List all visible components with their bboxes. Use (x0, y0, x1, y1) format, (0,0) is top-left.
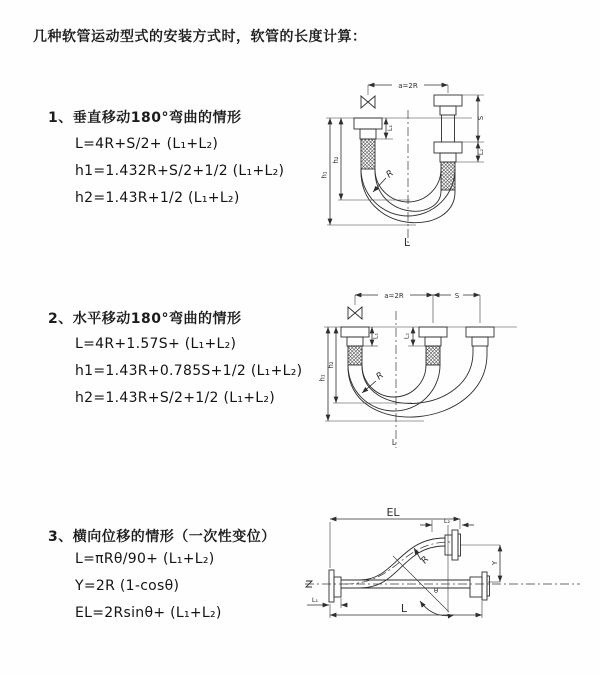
section-3-heading: 3、横向位移的情形（一次性变位） (48, 529, 276, 545)
dim-label-y: Y (491, 560, 499, 566)
dim-label-theta: θ (433, 587, 439, 595)
dim-label-h1: h₁ (318, 374, 327, 382)
dim-label-l2: L₂ (402, 332, 411, 340)
dim-label-l2: L₂ (443, 517, 451, 525)
dim-label-l1: L₁ (386, 124, 394, 132)
formula-line: EL=2Rsinθ+ (L₁+L₂) (75, 605, 222, 621)
section-1-heading: 1、垂直移动180°弯曲的情形 (48, 110, 242, 126)
section-2-heading: 2、水平移动180°弯曲的情形 (48, 311, 242, 327)
dim-label-a2r: a=2R (398, 82, 418, 90)
dim-label-el: EL (386, 506, 400, 519)
dim-label-r: R (384, 168, 396, 181)
hose-assembly (341, 327, 494, 417)
dim-label-l1: L₁ (311, 596, 319, 604)
formula-line: h1=1.432R+S/2+1/2 (L₁+L₂) (75, 163, 285, 179)
diagram-horizontal-180-bend (312, 283, 592, 475)
dim-label-l: L (400, 602, 408, 615)
dimension-annotations (307, 506, 500, 618)
formula-line: L=πRθ/90+ (L₁+L₂) (75, 551, 215, 567)
dim-label-h2: h₂ (332, 156, 340, 164)
valve-symbol (348, 307, 362, 319)
dim-label-r: R (374, 370, 386, 383)
diagram-lateral-displacement (300, 498, 600, 643)
dim-label-r: R (419, 554, 432, 566)
formula-line: h2=1.43R+S/2+1/2 (L₁+L₂) (75, 390, 276, 406)
dim-label-l: L (403, 236, 411, 249)
formula-line: h1=1.43R+0.785S+1/2 (L₁+L₂) (75, 363, 303, 379)
formula-line: Y=2R (1-cosθ) (75, 578, 180, 594)
dim-label-h2: h₂ (327, 361, 335, 369)
dimension-annotations (319, 291, 481, 447)
hose-assembly (329, 530, 490, 602)
dim-label-h1: h₁ (320, 171, 329, 179)
page-title: 几种软管运动型式的安装方式时，软管的长度计算： (33, 29, 367, 45)
formula-line: h2=1.43R+1/2 (L₁+L₂) (75, 190, 240, 206)
dim-label-a2r: a=2R (384, 292, 404, 300)
valve-symbol (361, 96, 375, 108)
dim-label-s: S (454, 292, 460, 300)
formula-line: L=4R+S/2+ (L₁+L₂) (75, 136, 219, 152)
dim-label-l2: L₂ (477, 148, 485, 156)
dim-label-s: S (477, 115, 485, 121)
dim-label-l1: L₁ (371, 332, 380, 340)
dim-label-l: L (391, 438, 397, 447)
center-line (324, 311, 517, 448)
formula-line: L=4R+1.57S+ (L₁+L₂) (75, 336, 237, 352)
diagram-vertical-180-bend (318, 72, 592, 262)
